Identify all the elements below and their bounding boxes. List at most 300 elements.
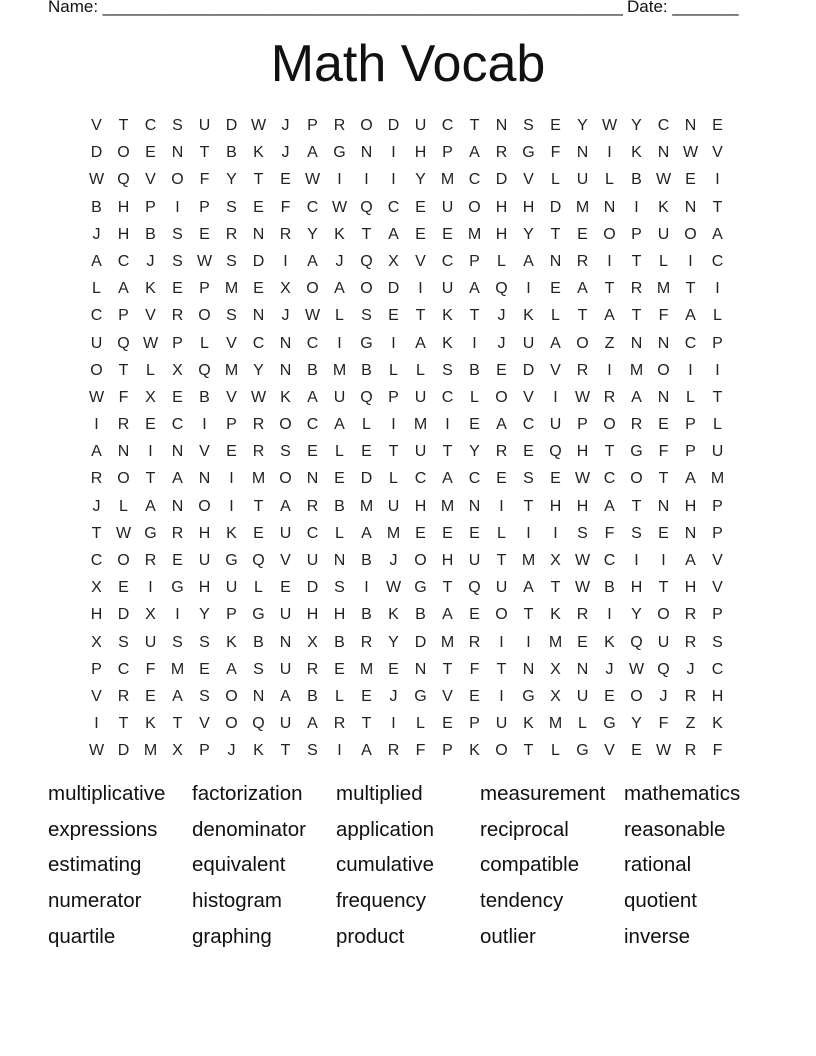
grid-letter: M — [629, 361, 644, 379]
grid-letter: G — [576, 742, 589, 760]
grid-letter: A — [307, 388, 318, 406]
grid-letter: T — [631, 252, 642, 270]
grid-letter: J — [389, 552, 398, 569]
grid-letter: N — [279, 361, 292, 379]
grid-letter: A — [172, 470, 183, 488]
grid-letter: A — [307, 144, 318, 162]
grid-letter: N — [252, 687, 265, 705]
grid-letter: T — [577, 307, 588, 325]
grid-letter: I — [391, 334, 396, 352]
grid-letter: U — [279, 715, 292, 733]
grid-letter: T — [469, 307, 480, 325]
grid-letter: R — [333, 117, 346, 134]
grid-letter: J — [605, 660, 614, 678]
grid-letter: H — [414, 497, 427, 515]
grid-letter: M — [440, 171, 455, 189]
grid-letter: I — [499, 633, 504, 651]
grid-letter: N — [657, 334, 670, 352]
grid-letter: W — [385, 579, 402, 597]
grid-letter: A — [442, 470, 453, 488]
grid-letter: S — [307, 742, 318, 760]
grid-letter: L — [92, 280, 101, 298]
grid-letter: O — [117, 470, 130, 488]
grid-letter: T — [118, 117, 129, 134]
grid-letter: R — [630, 416, 643, 434]
grid-letter: I — [526, 633, 531, 651]
grid-letter: B — [253, 633, 264, 651]
grid-letter: U — [279, 660, 292, 678]
grid-letter: L — [146, 361, 155, 379]
grid-letter: I — [391, 144, 396, 162]
grid-letter: A — [685, 307, 696, 325]
grid-letter: R — [387, 742, 400, 760]
word-bank-item: numerator — [48, 889, 142, 913]
grid-letter: P — [577, 416, 588, 434]
grid-letter: V — [199, 443, 210, 461]
grid-letter: I — [553, 524, 558, 542]
grid-letter: Q — [468, 579, 481, 597]
grid-letter: J — [146, 252, 155, 270]
grid-letter: W — [88, 171, 105, 189]
grid-letter: I — [715, 361, 720, 379]
grid-letter: N — [171, 443, 184, 461]
grid-letter: P — [469, 252, 480, 270]
grid-letter: Y — [226, 171, 237, 189]
grid-letter: W — [655, 171, 672, 189]
grid-letter: L — [389, 470, 398, 488]
grid-letter: U — [549, 416, 562, 434]
grid-letter: E — [415, 198, 426, 216]
grid-letter: O — [630, 687, 643, 705]
grid-letter: K — [226, 633, 237, 651]
grid-letter: D — [360, 470, 373, 488]
grid-letter: I — [364, 579, 369, 597]
grid-letter: A — [145, 497, 156, 515]
word-bank-item: compatible — [480, 853, 580, 877]
grid-letter: Y — [631, 117, 642, 134]
grid-letter: O — [171, 171, 184, 189]
grid-letter: E — [604, 687, 615, 705]
grid-letter: A — [280, 497, 291, 515]
grid-letter: N — [630, 334, 643, 352]
grid-letter: F — [550, 144, 561, 162]
grid-letter: R — [306, 497, 319, 515]
grid-letter: E — [145, 687, 156, 705]
grid-letter: J — [281, 144, 290, 162]
grid-letter: M — [170, 660, 185, 678]
grid-letter: X — [91, 633, 102, 651]
grid-letter: P — [307, 117, 318, 134]
grid-letter: K — [523, 715, 534, 733]
grid-letter: H — [576, 443, 589, 461]
grid-letter: I — [391, 715, 396, 733]
grid-letter: M — [332, 361, 347, 379]
word-bank-item: multiplicative — [48, 782, 166, 805]
grid-letter: S — [199, 633, 210, 651]
grid-letter: N — [279, 334, 292, 352]
grid-letter: D — [495, 171, 508, 189]
grid-letter: I — [499, 497, 504, 515]
grid-letter: O — [495, 742, 508, 760]
grid-letter: B — [604, 579, 615, 597]
grid-letter: C — [117, 252, 130, 270]
grid-letter: V — [415, 252, 426, 270]
grid-letter: U — [387, 497, 400, 515]
grid-letter: C — [306, 524, 319, 542]
name-line: Name: _______________________________________________________ — [48, 0, 623, 16]
grid-letter: Z — [604, 334, 615, 352]
grid-letter: C — [468, 171, 481, 189]
grid-letter: T — [523, 742, 534, 760]
grid-letter: T — [361, 225, 372, 243]
grid-letter: O — [360, 117, 373, 134]
word-bank-item: application — [336, 817, 435, 841]
grid-letter: A — [361, 742, 372, 760]
grid-letter: E — [658, 416, 669, 434]
grid-letter: I — [526, 280, 531, 298]
word-bank-item: estimating — [48, 853, 142, 877]
grid-letter: E — [577, 225, 588, 243]
grid-letter: D — [549, 198, 562, 216]
grid-letter: M — [359, 497, 374, 515]
grid-letter: I — [229, 470, 234, 488]
grid-letter: M — [548, 715, 563, 733]
grid-letter: E — [469, 687, 480, 705]
grid-letter: O — [117, 144, 130, 162]
grid-letter: O — [279, 416, 292, 434]
grid-letter: C — [252, 334, 265, 352]
grid-letter: T — [550, 225, 561, 243]
grid-letter: O — [225, 687, 238, 705]
grid-letter: F — [712, 742, 723, 760]
grid-letter: T — [604, 443, 615, 461]
grid-letter: R — [333, 715, 346, 733]
grid-letter: A — [280, 687, 291, 705]
grid-letter: L — [659, 252, 668, 270]
grid-letter: R — [684, 742, 697, 760]
grid-letter: E — [442, 524, 453, 542]
grid-letter: R — [117, 416, 130, 434]
grid-letter: U — [225, 579, 238, 597]
grid-letter: K — [388, 606, 399, 624]
grid-letter: Q — [495, 280, 508, 298]
grid-letter: N — [117, 443, 130, 461]
grid-letter: R — [306, 660, 319, 678]
grid-letter: I — [148, 443, 153, 461]
grid-letter: K — [145, 715, 156, 733]
grid-letter: M — [413, 416, 428, 434]
grid-letter: I — [391, 416, 396, 434]
grid-letter: U — [306, 552, 319, 569]
grid-letter: V — [226, 334, 237, 352]
grid-letter: A — [469, 280, 480, 298]
grid-letter: I — [148, 579, 153, 597]
grid-letter: N — [252, 307, 265, 325]
grid-letter: M — [710, 470, 725, 488]
grid-letter: O — [414, 552, 427, 569]
grid-letter: W — [88, 388, 105, 406]
grid-letter: R — [279, 225, 292, 243]
word-bank-item: multiplied — [336, 782, 423, 805]
grid-letter: S — [172, 252, 183, 270]
grid-letter: X — [91, 579, 102, 597]
grid-letter: U — [657, 633, 670, 651]
grid-letter: C — [441, 388, 454, 406]
grid-letter: G — [522, 144, 535, 162]
letter-grid — [83, 112, 731, 765]
grid-letter: V — [442, 687, 453, 705]
grid-letter: O — [225, 715, 238, 733]
grid-letter: B — [307, 361, 318, 379]
grid-letter: L — [416, 361, 425, 379]
grid-letter: I — [94, 416, 99, 434]
grid-letter: D — [117, 606, 130, 624]
grid-letter: O — [657, 606, 670, 624]
grid-letter: L — [551, 307, 560, 325]
grid-letter: P — [226, 416, 237, 434]
grid-letter: A — [577, 280, 588, 298]
grid-letter: N — [657, 497, 670, 515]
grid-letter: N — [684, 524, 697, 542]
grid-letter: I — [688, 361, 693, 379]
grid-letter: G — [144, 524, 157, 542]
grid-letter: W — [601, 117, 618, 134]
grid-letter: M — [575, 198, 590, 216]
grid-letter: C — [603, 470, 616, 488]
grid-letter: W — [304, 307, 321, 325]
grid-letter: I — [364, 171, 369, 189]
grid-letter: S — [118, 633, 129, 651]
grid-letter: Y — [631, 606, 642, 624]
grid-letter: Y — [199, 606, 210, 624]
word-bank-item: rational — [624, 853, 692, 877]
grid-letter: U — [90, 334, 103, 352]
grid-letter: F — [280, 198, 291, 216]
grid-letter: B — [91, 198, 102, 216]
grid-letter: O — [657, 361, 670, 379]
grid-letter: Y — [253, 361, 264, 379]
grid-letter: U — [144, 633, 157, 651]
grid-letter: E — [361, 443, 372, 461]
grid-letter: I — [661, 552, 666, 569]
grid-letter: J — [227, 742, 236, 760]
grid-letter: K — [631, 144, 642, 162]
grid-letter: U — [441, 198, 454, 216]
grid-letter: R — [360, 633, 373, 651]
grid-letter: P — [199, 280, 210, 298]
word-bank-item: quartile — [48, 924, 116, 948]
grid-letter: B — [226, 144, 237, 162]
grid-letter: Q — [360, 388, 373, 406]
grid-letter: M — [656, 280, 671, 298]
grid-letter: X — [307, 633, 318, 651]
grid-letter: O — [306, 280, 319, 298]
grid-letter: W — [250, 117, 267, 134]
grid-letter: E — [199, 225, 210, 243]
grid-letter: R — [171, 307, 184, 325]
grid-letter: O — [360, 280, 373, 298]
grid-letter: M — [440, 633, 455, 651]
grid-letter: B — [361, 552, 372, 569]
grid-letter: T — [496, 552, 507, 569]
grid-letter: E — [226, 443, 237, 461]
grid-letter: N — [198, 470, 211, 488]
grid-letter: S — [361, 307, 372, 325]
grid-letter: E — [172, 552, 183, 569]
grid-letter: R — [171, 524, 184, 542]
grid-letter: Y — [388, 633, 399, 651]
grid-letter: G — [360, 334, 373, 352]
grid-letter: I — [715, 280, 720, 298]
grid-letter: K — [550, 606, 561, 624]
grid-letter: A — [442, 606, 453, 624]
grid-letter: I — [634, 198, 639, 216]
grid-letter: S — [280, 443, 291, 461]
grid-letter: V — [523, 388, 534, 406]
grid-letter: U — [576, 171, 589, 189]
grid-letter: I — [202, 416, 207, 434]
grid-letter: G — [630, 443, 643, 461]
grid-letter: U — [468, 552, 481, 569]
grid-letter: E — [577, 633, 588, 651]
grid-letter: P — [469, 715, 480, 733]
grid-letter: R — [225, 225, 238, 243]
grid-letter: I — [472, 334, 477, 352]
grid-letter: V — [91, 117, 102, 134]
grid-letter: L — [551, 171, 560, 189]
grid-letter: O — [495, 388, 508, 406]
word-bank-item: equivalent — [192, 853, 286, 877]
grid-letter: W — [115, 524, 132, 542]
grid-letter: C — [711, 252, 724, 270]
grid-letter: Y — [469, 443, 480, 461]
grid-letter: P — [712, 497, 723, 515]
grid-letter: W — [682, 144, 699, 162]
grid-letter: E — [550, 280, 561, 298]
grid-letter: W — [88, 742, 105, 760]
grid-letter: H — [198, 524, 211, 542]
grid-letter: Q — [117, 171, 130, 189]
grid-letter: G — [252, 606, 265, 624]
grid-letter: R — [576, 361, 589, 379]
word-bank-item: frequency — [336, 889, 427, 913]
grid-letter: K — [226, 524, 237, 542]
grid-letter: R — [252, 416, 265, 434]
grid-letter: C — [117, 660, 130, 678]
grid-letter: L — [686, 388, 695, 406]
grid-letter: P — [172, 334, 183, 352]
date-line: Date: _______ — [627, 0, 739, 16]
grid-letter: A — [307, 252, 318, 270]
grid-letter: X — [280, 280, 291, 298]
grid-letter: W — [574, 388, 591, 406]
grid-letter: T — [712, 198, 723, 216]
grid-letter: T — [118, 715, 129, 733]
word-bank-item: reciprocal — [480, 817, 569, 841]
grid-letter: L — [119, 497, 128, 515]
grid-letter: L — [416, 715, 425, 733]
grid-letter: E — [307, 443, 318, 461]
grid-letter: H — [684, 579, 697, 597]
word-bank-item: cumulative — [336, 853, 434, 877]
grid-letter: A — [496, 416, 507, 434]
grid-letter: A — [334, 280, 345, 298]
grid-letter: W — [574, 552, 591, 569]
grid-letter: C — [684, 334, 697, 352]
grid-letter: E — [415, 524, 426, 542]
grid-letter: O — [630, 470, 643, 488]
grid-letter: A — [226, 660, 237, 678]
grid-letter: T — [118, 361, 129, 379]
grid-letter: D — [522, 361, 535, 379]
grid-letter: N — [549, 252, 562, 270]
grid-letter: X — [145, 606, 156, 624]
grid-letter: C — [306, 334, 319, 352]
grid-letter: U — [495, 715, 508, 733]
grid-letter: F — [658, 307, 669, 325]
grid-letter: I — [94, 715, 99, 733]
grid-letter: H — [117, 198, 130, 216]
grid-letter: V — [91, 687, 102, 705]
grid-letter: X — [172, 361, 183, 379]
grid-letter: O — [468, 198, 481, 216]
grid-letter: H — [522, 198, 535, 216]
grid-letter: T — [388, 443, 399, 461]
grid-letter: U — [414, 443, 427, 461]
grid-letter: R — [576, 606, 589, 624]
grid-letter: P — [712, 606, 723, 624]
grid-letter: R — [603, 388, 616, 406]
word-bank-item: graphing — [192, 924, 272, 948]
grid-letter: H — [198, 579, 211, 597]
grid-letter: D — [306, 579, 319, 597]
grid-letter: T — [91, 524, 102, 542]
grid-letter: L — [713, 416, 722, 434]
grid-letter: T — [685, 280, 696, 298]
grid-letter: N — [684, 117, 697, 134]
grid-letter: L — [551, 742, 560, 760]
grid-letter: M — [251, 470, 266, 488]
grid-letter: I — [688, 252, 693, 270]
grid-letter: O — [603, 225, 616, 243]
grid-letter: P — [226, 606, 237, 624]
word-bank-item: inverse — [624, 924, 691, 948]
grid-letter: T — [631, 497, 642, 515]
grid-letter: K — [253, 144, 264, 162]
grid-letter: M — [224, 361, 239, 379]
grid-letter: N — [603, 198, 616, 216]
grid-letter: F — [118, 388, 129, 406]
grid-letter: W — [250, 388, 267, 406]
grid-letter: E — [172, 388, 183, 406]
grid-letter: P — [685, 443, 696, 461]
grid-letter: R — [90, 470, 103, 488]
grid-letter: E — [253, 280, 264, 298]
grid-letter: U — [279, 524, 292, 542]
grid-letter: C — [468, 470, 481, 488]
grid-letter: E — [631, 742, 642, 760]
grid-letter: R — [144, 552, 157, 569]
grid-letter: I — [445, 416, 450, 434]
grid-letter: E — [469, 606, 480, 624]
grid-letter: O — [198, 307, 211, 325]
grid-letter: M — [440, 497, 455, 515]
grid-letter: E — [199, 660, 210, 678]
grid-letter: M — [521, 552, 536, 569]
grid-letter: G — [333, 144, 346, 162]
grid-letter: H — [117, 225, 130, 243]
grid-letter: U — [711, 443, 724, 461]
